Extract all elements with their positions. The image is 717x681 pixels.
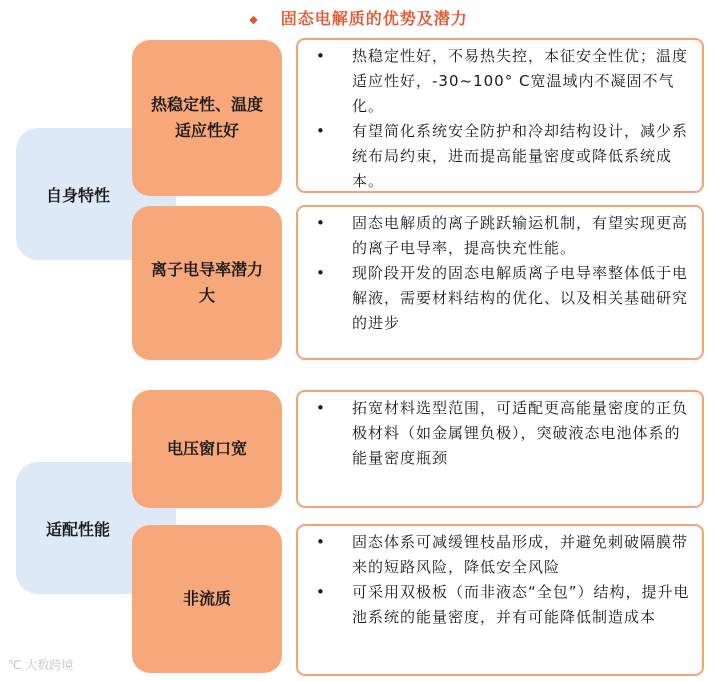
watermark <box>8 656 73 673</box>
diamond-icon: ◆ <box>249 13 259 26</box>
group-label: 自身特性 <box>46 185 111 205</box>
category-non-fluid <box>132 525 282 673</box>
bullet-item: • 现阶段开发的固态电解质离子电导率整体低于电解液，需要材料结构的优化、以及相关基础研究的进步 <box>310 261 692 336</box>
bullet-item: • 拓宽材料选型范围，可适配更高能量密度的正负极材料（如金属锂负极），突破液态电池体系的能量密度瓶颈 <box>310 396 692 471</box>
bullet-item: • 固态体系可减缓锂枝晶形成，并避免刺破隔膜带来的短路风险，降低安全风险 <box>310 530 692 580</box>
category-label: 非流质 <box>182 589 231 608</box>
bullet-item: • 固态电解质的离子跳跃输运机制，有望实现更高的离子电导率，提高快充性能。 <box>310 211 692 261</box>
detail-box-ionic-conductivity <box>296 205 704 360</box>
category-thermal-stability <box>132 40 282 196</box>
group-label: 适配性能 <box>46 519 111 539</box>
category-label: 电压窗口宽 <box>166 439 247 458</box>
category-label: 离子电导率潜力大 <box>150 260 263 305</box>
watermark-logo-icon: ℃ <box>8 658 22 672</box>
category-ionic-conductivity <box>132 206 282 360</box>
category-label: 热稳定性、温度适应性好 <box>150 95 263 140</box>
detail-box-thermal-stability <box>296 38 704 193</box>
detail-box-voltage-window <box>296 390 704 508</box>
category-voltage-window <box>132 390 282 508</box>
detail-box-non-fluid <box>296 524 704 676</box>
title-text: 固态电解质的优势及潜力 <box>280 9 468 28</box>
bullet-item: • 可采用双极板（而非液态“全包”）结构，提升电池系统的能量密度，并有可能降低制造成本 <box>310 580 692 630</box>
diagram-title <box>0 6 717 34</box>
bullet-item: • 有望简化系统安全防护和冷却结构设计，减少系统布局约束，进而提高能量密度或降低系统成本。 <box>310 119 692 194</box>
watermark-text: 大数跨境 <box>25 658 74 672</box>
bullet-item: • 热稳定性好，不易热失控，本征安全性优；温度适应性好，-30~100° C宽温域内不凝固不气化。 <box>310 44 692 119</box>
